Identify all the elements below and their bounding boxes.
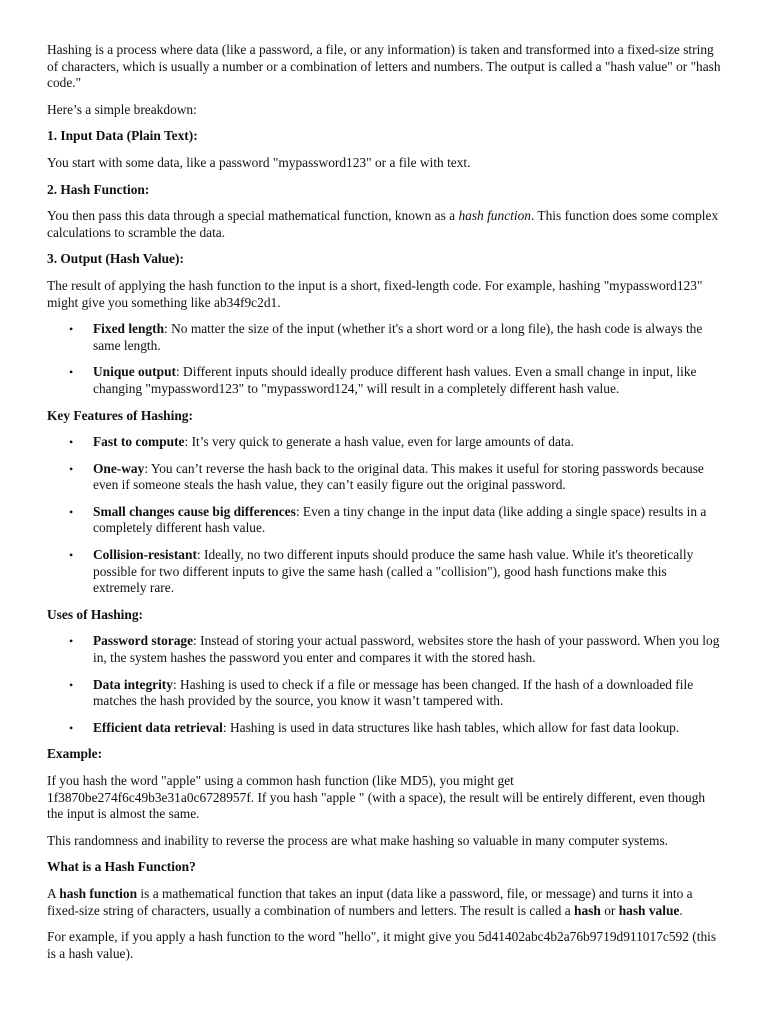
list-item <box>47 321 721 354</box>
breakdown-paragraph: Here’s a simple breakdown: <box>47 101 197 117</box>
hf-text-c: or <box>600 902 619 918</box>
example-paragraph: If you hash the word "apple" using a common hash function (like MD5), you might get 1f3870be274f6c49b3e31a0c6728957f. If you hash "apple " (with a space), the result will be entirely different, even though the input is almost the same. <box>47 773 706 822</box>
list-item-desc: : Hashing is used in data structures like hash tables, which allow for fast data lookup. <box>222 719 680 735</box>
hash-function-heading: What is a Hash Function? <box>47 859 196 875</box>
bullet-icon: • <box>69 504 74 519</box>
list-item <box>47 720 721 737</box>
example-conclusion: This randomness and inability to reverse the process are what make hashing so valuable in many computer systems. <box>47 832 669 848</box>
features-heading: Key Features of Hashing: <box>47 407 193 423</box>
step3-heading: 3. Output (Hash Value): <box>47 251 184 267</box>
bullet-icon: • <box>69 322 74 337</box>
list-item <box>47 434 721 451</box>
list-item-term: Efficient data retrieval <box>93 719 223 735</box>
uses-list <box>47 633 721 736</box>
step1-heading: 1. Input Data (Plain Text): <box>47 128 198 144</box>
hf-bold-hash: hash <box>574 902 601 918</box>
step3-list <box>47 321 721 397</box>
list-item-term: Small changes cause big differences <box>93 503 296 519</box>
list-item-desc: : You can’t reverse the hash back to the original data. This makes it useful for storing passwords because even if someone steals the hash value, they can’t easily figure out the original password. <box>93 460 704 493</box>
list-item-desc: : Different inputs should ideally produce different hash values. Even a small change in input, like changing "mypassword123" to "mypassword124," will result in a completely different hash value. <box>93 364 697 396</box>
hf-text-a: A <box>47 885 60 901</box>
step2-text-after: . This function does some complex calculations to scramble the data. <box>47 208 719 240</box>
bullet-icon: • <box>69 634 74 649</box>
step1-paragraph: You start with some data, like a password "mypassword123" or a file with text. <box>47 154 471 170</box>
list-item-term: Unique output <box>93 364 176 380</box>
list-item-desc: : No matter the size of the input (whether it's a short word or a long file), the hash code is always the same length. <box>93 321 703 353</box>
list-item-desc: : Instead of storing your actual password, websites store the hash of your password. When you log in, the system hashes the password you enter and compares it with the stored hash. <box>93 633 720 666</box>
step2-italic-term: hash function <box>458 208 531 224</box>
hash-function-example: For example, if you apply a hash function to the word "hello", it might give you 5d41402abc4b2a76b9719d911017c592 (this is a hash value). <box>47 929 717 961</box>
bullet-icon: • <box>69 435 74 450</box>
list-item <box>47 364 721 397</box>
list-item <box>47 547 721 597</box>
hf-bold-hash-function: hash function <box>59 885 138 901</box>
list-item <box>47 633 721 666</box>
list-item <box>47 677 721 710</box>
list-item-term: Fast to compute <box>93 434 185 450</box>
list-item-term: Password storage <box>93 633 194 649</box>
list-item-desc: : It’s very quick to generate a hash value, even for large amounts of data. <box>184 434 574 450</box>
list-item-term: Collision-resistant <box>93 547 197 563</box>
bullet-icon: • <box>69 677 74 692</box>
list-item-desc: : Hashing is used to check if a file or message has been changed. If the hash of a downloaded file matches the hash provided by the source, you know it wasn’t tampered with. <box>93 676 694 709</box>
list-item-desc: : Even a tiny change in the input data (like adding a single space) results in a completely different hash value. <box>93 503 707 536</box>
bullet-icon: • <box>69 548 74 563</box>
step2-text-before: You then pass this data through a special mathematical function, known as a <box>47 208 459 224</box>
list-item-term: Data integrity <box>93 676 173 692</box>
hf-bold-hash-value: hash value <box>618 902 680 918</box>
list-item-term: Fixed length <box>93 321 165 337</box>
list-item <box>47 504 721 537</box>
uses-heading: Uses of Hashing: <box>47 606 143 622</box>
hf-text-b: is a mathematical function that takes an input (data like a password, file, or message) and turns it into a fixed-size string of characters, usually a combination of numbers and letters. The result is called a <box>47 885 693 918</box>
hf-text-d: . <box>679 902 683 918</box>
bullet-icon: • <box>69 461 74 476</box>
intro-paragraph: Hashing is a process where data (like a password, a file, or any information) is taken and transformed into a fixed-size string of characters, which is usually a number or a combination of letters and numbers. The output is called a "hash value" or "hash code." <box>47 42 721 91</box>
features-list <box>47 434 721 597</box>
bullet-icon: • <box>69 365 74 380</box>
bullet-icon: • <box>69 720 74 735</box>
step3-paragraph: The result of applying the hash function to the input is a short, fixed-length code. For example, hashing "mypassword123" might give you something like ab34f9c2d1. <box>47 277 703 310</box>
hash-function-paragraph <box>47 886 721 919</box>
list-item <box>47 461 721 494</box>
example-heading: Example: <box>47 746 103 762</box>
step2-heading: 2. Hash Function: <box>47 181 150 197</box>
step2-paragraph <box>47 208 721 241</box>
list-item-term: One-way <box>93 460 145 476</box>
list-item-desc: : Ideally, no two different inputs should produce the same hash value. While it's theoretically possible for two different inputs to give the same hash (called a "collision"), good hash functions make this extremely rare. <box>93 547 694 596</box>
